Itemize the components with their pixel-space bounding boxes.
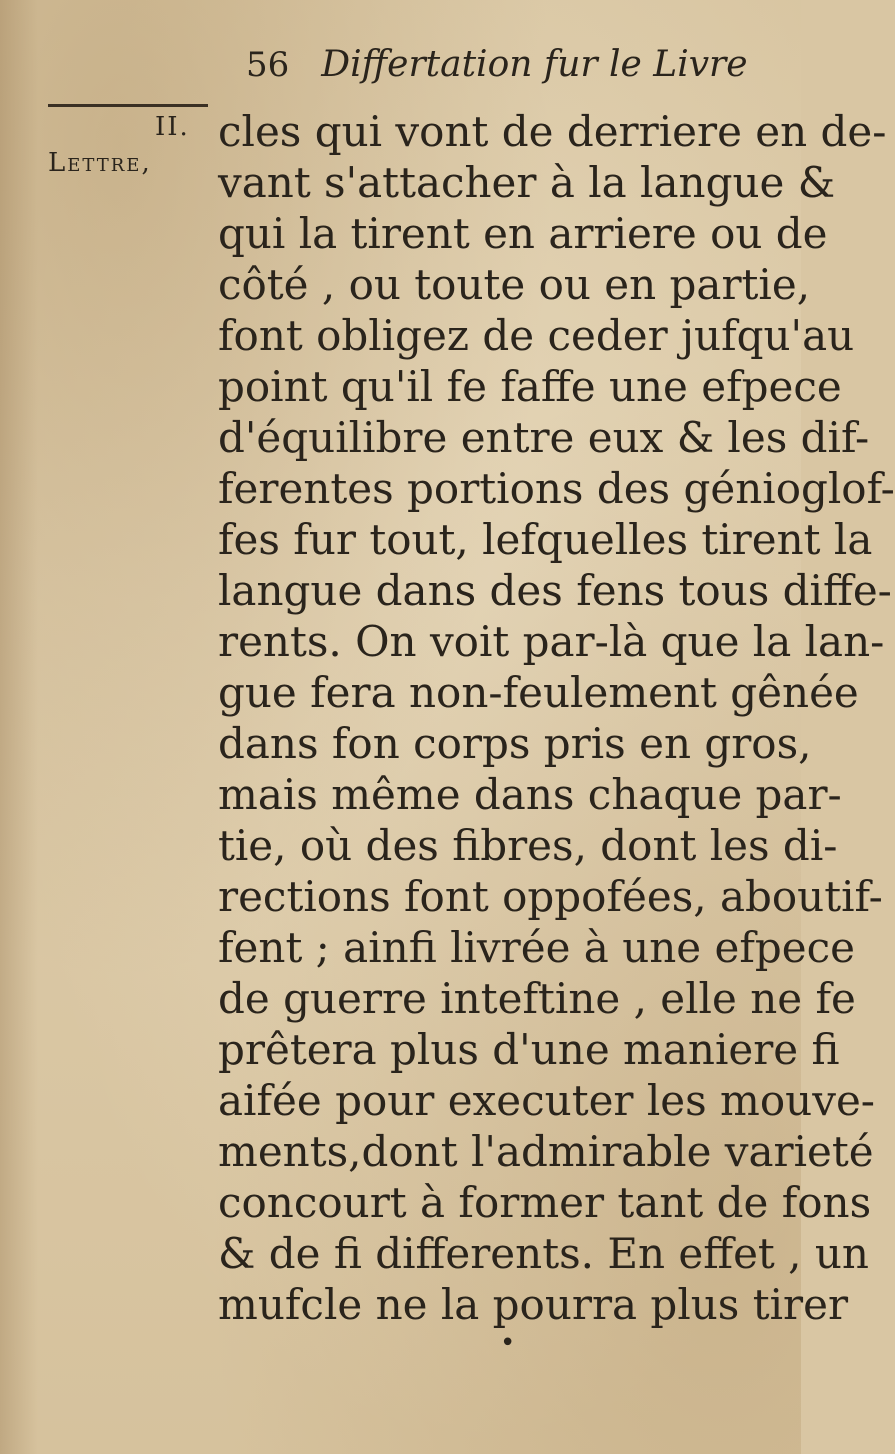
page-number: 56 [246,45,290,85]
text-line: de guerre inteftine , elle ne fe [218,974,856,1023]
text-line: vant s'attacher à la langue & [218,158,836,207]
text-line: gue fera non-feulement gênée [218,668,859,717]
text-line: ments,dont l'admirable varieté [218,1127,874,1176]
text-line: qui la tirent en arriere ou de [218,209,828,258]
text-line: font obligez de ceder jufqu'au [218,311,855,360]
text-line: cles qui vont de derriere en de- [218,107,887,156]
text-line: tie, où des fibres, dont les di- [218,821,838,870]
text-line: ferentes portions des génioglof- [218,464,895,513]
text-line: aifée pour executer les mouve- [218,1076,875,1125]
text-line: point qu'il fe faffe une efpece [218,362,842,411]
text-line: fes fur tout, lefquelles tirent la [218,515,873,564]
text-line: d'équilibre entre eux & les dif- [218,413,870,462]
margin-rule [48,104,208,107]
page-edge-shadow [0,0,38,1454]
text-line: fent ; ainfi livrée à une efpece [218,923,856,972]
text-line: rections font oppofées, aboutif- [218,872,883,921]
text-line: mais même dans chaque par- [218,770,842,819]
running-header [246,44,766,100]
text-line: mufcle ne la pourra plus tirer [218,1280,849,1329]
ornament-mark: • [500,1328,516,1358]
margin-note-section: II. [155,112,190,142]
running-title: Differtation fur le Livre [321,44,748,85]
text-line: prêtera plus d'une maniere fi [218,1025,840,1074]
text-line: côté , ou toute ou en partie, [218,260,811,309]
body-text [218,106,895,1330]
margin-note-label: Lettre, [48,148,152,178]
text-line: & de fi differents. En effet , un [218,1229,869,1278]
text-line: concourt à former tant de fons [218,1178,872,1227]
text-line: langue dans des fens tous diffe- [218,566,892,615]
text-line: dans fon corps pris en gros, [218,719,812,768]
text-line: rents. On voit par-là que la lan- [218,617,885,666]
